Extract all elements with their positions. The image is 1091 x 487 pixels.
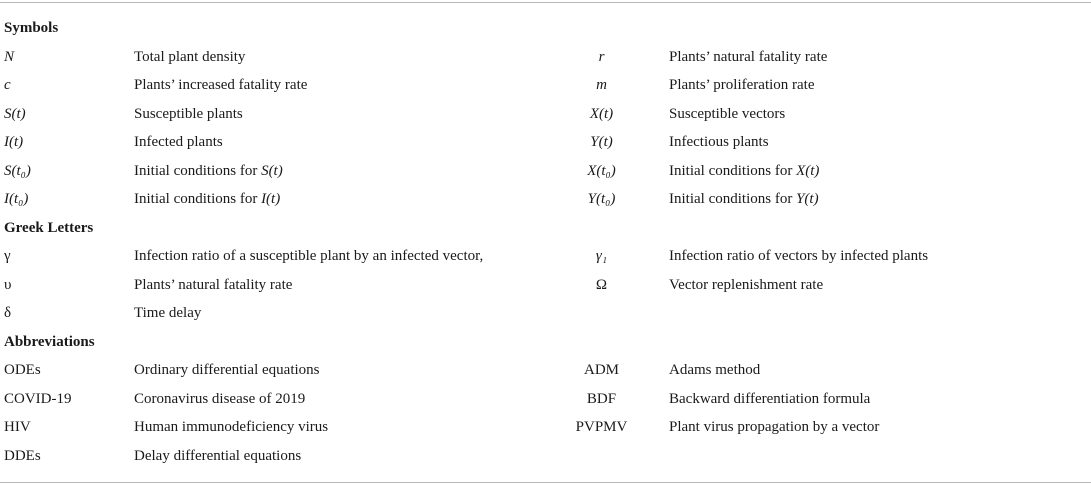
symbol-cell: γ₁: [595, 248, 608, 265]
variable-text: Y(t): [796, 191, 819, 208]
abbreviation-cell: PVPMV: [575, 419, 628, 436]
symbol-cell: [534, 299, 669, 328]
description-cell: Vector replenishment rate: [669, 276, 824, 293]
abbreviation-cell: COVID-19: [4, 390, 72, 407]
description-cell: [669, 442, 1089, 471]
table-row: [4, 299, 1089, 328]
description-cell: Plants’ natural fatality rate: [134, 276, 293, 293]
description-cell: [669, 299, 1089, 328]
abbreviation-cell: HIV: [4, 419, 31, 436]
description-cell: Adams method: [669, 362, 761, 379]
description-cell: [669, 185, 1089, 214]
section-title-symbols: Symbols: [4, 20, 59, 37]
description-text: Initial conditions for: [134, 191, 262, 208]
symbol-cell: X(t): [589, 105, 614, 122]
description-cell: Plants’ proliferation rate: [669, 77, 815, 94]
symbol-cell: m: [596, 77, 607, 94]
symbol-cell: δ: [4, 305, 12, 322]
description-cell: Time delay: [134, 305, 202, 322]
description-text: Initial conditions for: [134, 162, 262, 179]
nomenclature-table: [4, 14, 1089, 470]
description-cell: Susceptible vectors: [669, 105, 786, 122]
section-header-row: [4, 328, 1089, 357]
symbol-cell: γ: [4, 248, 11, 265]
description-cell: [134, 157, 534, 186]
description-cell: Delay differential equations: [134, 447, 302, 464]
variable-text: X(t): [796, 162, 820, 179]
description-cell: [669, 157, 1089, 186]
bottom-rule: [0, 482, 1091, 483]
symbol-cell: υ: [4, 276, 12, 293]
symbol-cell: I(t₀): [4, 191, 29, 208]
symbol-cell: I(t): [4, 134, 24, 151]
symbol-cell: c: [4, 77, 11, 94]
abbreviation-cell: [534, 442, 669, 471]
variable-text: I(t): [261, 191, 281, 208]
description-cell: Infection ratio of vectors by infected plants: [669, 248, 929, 265]
table-row: [4, 413, 1089, 442]
symbol-cell: S(t): [4, 105, 26, 122]
table-row: [4, 157, 1089, 186]
table-row: [4, 43, 1089, 72]
description-cell: Infected plants: [134, 134, 223, 151]
table-row: [4, 385, 1089, 414]
symbol-cell: X(t₀): [587, 162, 616, 179]
top-rule: [0, 2, 1091, 3]
description-text: Initial conditions for: [669, 162, 797, 179]
section-title-greek-letters: Greek Letters: [4, 219, 94, 236]
symbol-cell: r: [598, 48, 605, 65]
description-cell: Susceptible plants: [134, 105, 243, 122]
section-title-abbreviations: Abbreviations: [4, 333, 95, 350]
section-header-row: [4, 14, 1089, 43]
description-cell: Human immunodeficiency virus: [134, 419, 329, 436]
description-cell: Plants’ increased fatality rate: [134, 77, 308, 94]
symbol-cell: Ω: [595, 276, 608, 293]
description-cell: [134, 185, 534, 214]
variable-text: S(t): [261, 162, 283, 179]
description-cell: Plant virus propagation by a vector: [669, 419, 880, 436]
table-row: [4, 242, 1089, 271]
table-row: [4, 185, 1089, 214]
description-text: Initial conditions for: [669, 191, 797, 208]
description-cell: Plants’ natural fatality rate: [669, 48, 828, 65]
table-row: [4, 128, 1089, 157]
abbreviation-cell: BDF: [586, 390, 617, 407]
abbreviation-cell: ADM: [583, 362, 619, 379]
abbreviation-cell: DDEs: [4, 447, 41, 464]
symbol-cell: S(t₀): [4, 162, 31, 179]
description-cell: Backward differentiation formula: [669, 390, 871, 407]
description-cell: Infection ratio of a susceptible plant by an infected vector,: [134, 248, 484, 265]
section-header-row: [4, 214, 1089, 243]
description-cell: Ordinary differential equations: [134, 362, 320, 379]
table-row: [4, 356, 1089, 385]
description-cell: Coronavirus disease of 2019: [134, 390, 306, 407]
table-row: [4, 271, 1089, 300]
table-row: [4, 442, 1089, 471]
table-row: [4, 100, 1089, 129]
abbreviation-cell: ODEs: [4, 362, 41, 379]
symbol-cell: N: [4, 48, 15, 65]
description-cell: Total plant density: [134, 48, 246, 65]
description-cell: Infectious plants: [669, 134, 769, 151]
symbol-cell: Y(t₀): [587, 191, 616, 208]
table-row: [4, 71, 1089, 100]
symbol-cell: Y(t): [590, 134, 613, 151]
